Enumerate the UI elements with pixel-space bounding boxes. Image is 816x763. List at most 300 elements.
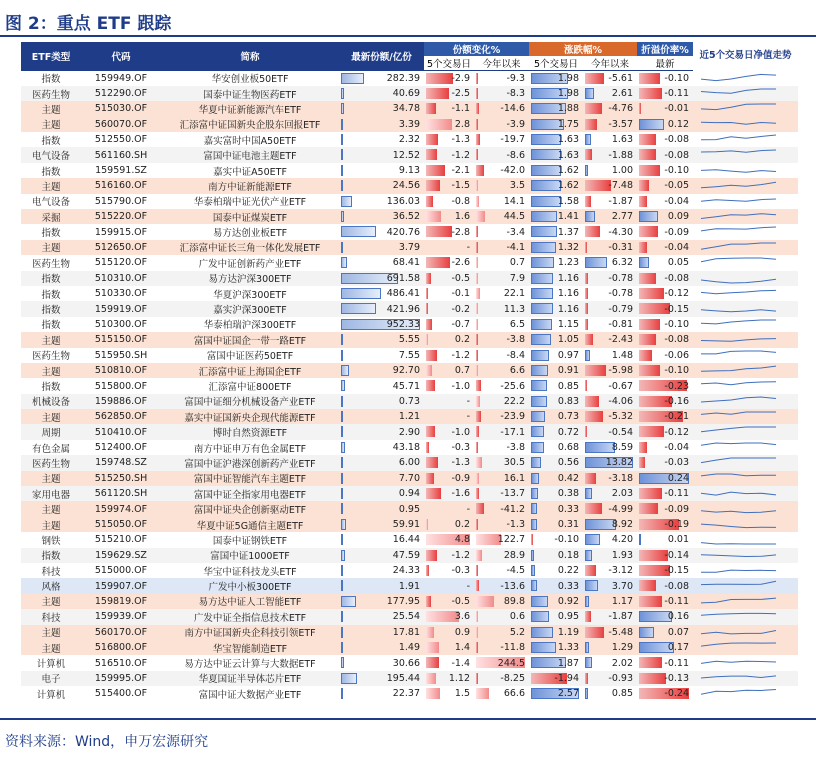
cell-share_5d xyxy=(424,286,474,301)
cell-code: 515030.OF xyxy=(94,103,148,115)
value-shares: 0.73 xyxy=(398,395,420,407)
value-ret_5d: 1.16 xyxy=(557,272,579,284)
bar-ret_ytd xyxy=(585,211,595,222)
value-ret_5d: 1.63 xyxy=(557,134,579,146)
value-share_ytd: -3.8 xyxy=(506,442,525,454)
value-share_5d: -1.5 xyxy=(451,180,470,192)
cell-premium xyxy=(637,640,693,655)
cell-share_ytd xyxy=(474,563,529,578)
cell-premium xyxy=(637,686,693,701)
bar-ret_ytd xyxy=(585,119,597,130)
cell-premium xyxy=(637,455,693,470)
trend-sparkline xyxy=(701,364,781,377)
bar-share_5d xyxy=(426,134,438,145)
value-share_ytd: -8.6 xyxy=(506,149,525,161)
bar-share_5d xyxy=(426,550,437,561)
trend-sparkline xyxy=(701,164,781,177)
cell-share_5d xyxy=(424,548,474,563)
bar-premium xyxy=(639,426,664,437)
trend-sparkline xyxy=(701,626,781,639)
bar-share_5d xyxy=(426,211,441,222)
table-row xyxy=(21,363,798,378)
cell-name: 易方达中证云计算与大数据ETF xyxy=(184,659,316,671)
cell-trend xyxy=(693,548,798,563)
header-code: 代码 xyxy=(81,42,161,71)
value-share_ytd: 7.9 xyxy=(509,272,525,284)
bar-premium xyxy=(639,196,647,207)
bar-share_ytd xyxy=(476,303,478,314)
trend-sparkline xyxy=(701,72,781,85)
cell-code: 515400.OF xyxy=(94,688,148,700)
cell-ret_ytd xyxy=(583,548,637,563)
cell-type: 指数 xyxy=(41,274,61,286)
cell-name: 国泰中证煤炭ETF xyxy=(212,212,288,224)
value-share_5d: -0.8 xyxy=(451,195,470,207)
value-share_5d: -2.1 xyxy=(451,165,470,177)
bar-share_5d xyxy=(426,149,437,160)
value-ret_5d: 0.33 xyxy=(557,580,579,592)
cell-name: 广发中小板300ETF xyxy=(208,582,292,594)
value-ret_ytd: -3.12 xyxy=(608,565,633,577)
trend-sparkline xyxy=(701,441,781,454)
bar-share_5d xyxy=(426,226,452,237)
table-row xyxy=(21,578,798,593)
cell-premium xyxy=(637,517,693,532)
bar-shares xyxy=(341,149,343,160)
cell-trend xyxy=(693,671,798,686)
cell-shares xyxy=(339,578,424,593)
trend-line xyxy=(701,554,776,556)
value-premium: -0.06 xyxy=(664,349,689,361)
cell-type: 主题 xyxy=(41,243,61,255)
value-ret_5d: 1.05 xyxy=(557,334,579,346)
value-premium: -0.12 xyxy=(664,426,689,438)
cell-code: 159907.OF xyxy=(94,580,148,592)
bar-share_5d xyxy=(426,88,449,99)
cell-premium xyxy=(637,563,693,578)
bar-shares xyxy=(341,519,346,530)
bar-ret_ytd xyxy=(585,334,593,345)
value-shares: 282.39 xyxy=(386,72,420,84)
value-premium: -0.08 xyxy=(664,272,689,284)
cell-name: 南方中证申万有色金属ETF xyxy=(193,443,307,455)
bar-shares xyxy=(341,226,376,237)
value-ret_ytd: -5.48 xyxy=(608,626,633,638)
cell-ret_ytd xyxy=(583,625,637,640)
cell-share_ytd xyxy=(474,209,529,224)
cell-name: 南方中证新能源ETF xyxy=(208,181,292,193)
bar-share_ytd xyxy=(476,642,478,653)
cell-trend xyxy=(693,609,798,624)
cell-shares xyxy=(339,409,424,424)
bar-share_5d xyxy=(426,627,434,638)
value-share_5d: -1.0 xyxy=(451,426,470,438)
trend-sparkline xyxy=(701,610,781,623)
value-shares: 30.66 xyxy=(392,657,420,669)
bar-ret_ytd xyxy=(585,688,588,699)
table-row xyxy=(21,348,798,363)
trend-sparkline xyxy=(701,241,781,254)
table-row xyxy=(21,178,798,193)
header-return: 涨跌幅% xyxy=(529,42,637,56)
header-trend: 近5个交易日净值走势 xyxy=(693,42,798,71)
value-share_5d: - xyxy=(466,241,470,253)
value-ret_5d: 0.31 xyxy=(557,519,579,531)
cell-share_ytd xyxy=(474,625,529,640)
bar-share_ytd xyxy=(476,119,478,130)
value-ret_5d: 0.42 xyxy=(557,472,579,484)
bar-shares xyxy=(341,257,347,268)
cell-shares xyxy=(339,178,424,193)
cell-type: 科技 xyxy=(41,566,61,578)
cell-type: 医药生物 xyxy=(31,351,70,363)
value-shares: 25.54 xyxy=(392,611,420,623)
trend-sparkline xyxy=(701,302,781,315)
bar-shares xyxy=(341,350,343,361)
value-share_5d: 0.2 xyxy=(454,519,470,531)
bar-share_5d xyxy=(426,488,441,499)
bar-premium xyxy=(639,627,654,638)
cell-ret_ytd xyxy=(583,163,637,178)
bar-ret_5d xyxy=(531,534,533,545)
cell-code: 159939.OF xyxy=(94,611,148,623)
trend-sparkline xyxy=(701,672,781,685)
cell-share_5d xyxy=(424,178,474,193)
trend-sparkline xyxy=(701,518,781,531)
cell-name: 国泰中证钢铁ETF xyxy=(212,535,288,547)
bar-share_ytd xyxy=(476,580,479,591)
bar-shares xyxy=(341,488,343,499)
bar-ret_5d xyxy=(531,180,561,191)
cell-shares xyxy=(339,224,424,239)
cell-ret_ytd xyxy=(583,86,637,101)
bar-premium xyxy=(639,103,641,114)
bar-ret_5d xyxy=(531,627,553,638)
cell-share_5d xyxy=(424,517,474,532)
table-row xyxy=(21,71,798,86)
cell-type: 主题 xyxy=(41,366,61,378)
value-shares: 420.76 xyxy=(386,226,420,238)
cell-name: 富国中证1000ETF xyxy=(210,551,290,563)
bar-shares xyxy=(341,380,345,391)
cell-ret_ytd xyxy=(583,194,637,209)
table-row xyxy=(21,409,798,424)
table-row xyxy=(21,209,798,224)
bar-shares xyxy=(341,365,349,376)
value-ret_5d: 0.18 xyxy=(557,549,579,561)
cell-share_ytd xyxy=(474,594,529,609)
bar-ret_ytd xyxy=(585,396,599,407)
cell-share_5d xyxy=(424,578,474,593)
trend-sparkline xyxy=(701,133,781,146)
cell-shares xyxy=(339,271,424,286)
cell-type: 指数 xyxy=(41,289,61,301)
trend-line xyxy=(701,474,776,476)
value-shares: 2.90 xyxy=(398,426,420,438)
bar-shares xyxy=(341,88,344,99)
trend-sparkline xyxy=(701,579,781,592)
cell-shares xyxy=(339,332,424,347)
bar-premium xyxy=(639,657,662,668)
cell-name: 华宝中证科技龙头ETF xyxy=(203,566,297,578)
cell-share_ytd xyxy=(474,348,529,363)
cell-name: 华夏沪深300ETF xyxy=(213,289,287,301)
value-ret_ytd: -5.32 xyxy=(608,411,633,423)
table-row xyxy=(21,301,798,316)
value-share_5d: -1.2 xyxy=(451,349,470,361)
trend-sparkline xyxy=(701,425,781,438)
cell-shares xyxy=(339,194,424,209)
cell-ret_5d xyxy=(529,317,583,332)
bar-ret_ytd xyxy=(585,657,592,668)
cell-shares xyxy=(339,240,424,255)
cell-type: 科技 xyxy=(41,612,61,624)
bar-shares xyxy=(341,165,343,176)
cell-premium xyxy=(637,440,693,455)
value-ret_ytd: -0.81 xyxy=(608,318,633,330)
bar-ret_5d xyxy=(531,442,544,453)
trend-sparkline xyxy=(701,148,781,161)
cell-ret_ytd xyxy=(583,71,637,86)
bar-share_5d xyxy=(426,426,435,437)
bar-premium xyxy=(639,673,666,684)
table-row xyxy=(21,240,798,255)
trend-line xyxy=(701,351,776,354)
cell-shares xyxy=(339,132,424,147)
cell-trend xyxy=(693,409,798,424)
value-shares: 1.21 xyxy=(398,411,420,423)
cell-code: 515220.OF xyxy=(94,211,148,223)
cell-share_ytd xyxy=(474,240,529,255)
cell-type: 钢铁 xyxy=(41,535,61,547)
value-premium: -0.11 xyxy=(664,488,689,500)
value-share_ytd: -13.7 xyxy=(500,488,525,500)
bar-share_ytd xyxy=(476,319,478,330)
trend-sparkline xyxy=(701,656,781,669)
value-premium: -0.05 xyxy=(664,180,689,192)
cell-name: 华泰柏瑞中证光伏产业ETF xyxy=(193,197,307,209)
bar-ret_ytd xyxy=(585,257,607,268)
cell-shares xyxy=(339,640,424,655)
value-ret_ytd: 2.61 xyxy=(611,88,633,100)
bar-share_ytd xyxy=(476,473,479,484)
cell-share_ytd xyxy=(474,686,529,701)
bar-share_ytd xyxy=(476,196,479,207)
cell-code: 515250.SH xyxy=(94,472,148,484)
cell-code: 560170.OF xyxy=(94,626,148,638)
bar-share_5d xyxy=(426,257,450,268)
cell-code: 561160.SH xyxy=(94,149,148,161)
bar-ret_5d xyxy=(531,288,553,299)
cell-premium xyxy=(637,286,693,301)
bar-ret_ytd xyxy=(585,642,589,653)
value-share_ytd: 244.5 xyxy=(497,657,525,669)
table-row xyxy=(21,317,798,332)
table-row xyxy=(21,671,798,686)
bar-premium xyxy=(639,165,660,176)
bar-ret_ytd xyxy=(585,196,591,207)
value-premium: -0.04 xyxy=(664,442,689,454)
table-row xyxy=(21,455,798,470)
cell-share_5d xyxy=(424,86,474,101)
cell-ret_ytd xyxy=(583,455,637,470)
table-row xyxy=(21,424,798,439)
value-premium: -0.09 xyxy=(664,503,689,515)
table-row xyxy=(21,332,798,347)
cell-share_ytd xyxy=(474,486,529,501)
table-row xyxy=(21,563,798,578)
cell-type: 指数 xyxy=(41,228,61,240)
table-row xyxy=(21,255,798,270)
cell-ret_5d xyxy=(529,101,583,116)
bar-premium xyxy=(639,180,649,191)
cell-premium xyxy=(637,594,693,609)
bar-premium xyxy=(639,257,649,268)
cell-ret_5d xyxy=(529,501,583,516)
value-share_ytd: 6.5 xyxy=(509,318,525,330)
value-share_ytd: -13.6 xyxy=(500,580,525,592)
cell-code: 561120.SH xyxy=(94,488,148,500)
value-ret_ytd: -0.78 xyxy=(608,272,633,284)
value-ret_5d: 1.41 xyxy=(557,211,579,223)
cell-trend xyxy=(693,86,798,101)
value-share_ytd: -3.8 xyxy=(506,334,525,346)
cell-ret_ytd xyxy=(583,686,637,701)
cell-shares xyxy=(339,655,424,670)
cell-share_ytd xyxy=(474,532,529,547)
bar-share_5d xyxy=(426,673,436,684)
cell-ret_5d xyxy=(529,471,583,486)
value-share_5d: -1.2 xyxy=(451,549,470,561)
bar-premium xyxy=(639,596,662,607)
bar-share_ytd xyxy=(476,165,484,176)
bar-share_5d xyxy=(426,119,452,130)
cell-type: 医药生物 xyxy=(31,258,70,270)
value-ret_5d: 0.83 xyxy=(557,395,579,407)
cell-share_ytd xyxy=(474,301,529,316)
bar-ret_ytd xyxy=(585,550,592,561)
value-ret_5d: 2.57 xyxy=(557,688,579,700)
cell-premium xyxy=(637,271,693,286)
bar-share_ytd xyxy=(476,442,478,453)
table-row xyxy=(21,147,798,162)
bar-share_5d xyxy=(426,103,436,114)
value-share_ytd: 66.6 xyxy=(503,688,525,700)
table-row xyxy=(21,625,798,640)
cell-ret_5d xyxy=(529,224,583,239)
cell-share_ytd xyxy=(474,671,529,686)
trend-line xyxy=(701,511,776,513)
value-share_ytd: 22.1 xyxy=(503,288,525,300)
cell-name: 华夏国证半导体芯片ETF xyxy=(198,674,302,686)
bar-share_5d xyxy=(426,273,431,284)
bar-ret_ytd xyxy=(585,303,588,314)
cell-ret_5d xyxy=(529,332,583,347)
cell-name: 易方达中证人工智能ETF xyxy=(198,597,302,609)
cell-trend xyxy=(693,71,798,86)
cell-shares xyxy=(339,209,424,224)
trend-line xyxy=(701,614,776,616)
cell-share_5d xyxy=(424,609,474,624)
cell-shares xyxy=(339,455,424,470)
cell-code: 515800.OF xyxy=(94,380,148,392)
cell-trend xyxy=(693,255,798,270)
cell-type: 主题 xyxy=(41,104,61,116)
cell-name: 富国中证大数据产业ETF xyxy=(198,689,302,701)
value-share_5d: - xyxy=(466,395,470,407)
bar-ret_ytd xyxy=(585,611,591,622)
cell-premium xyxy=(637,471,693,486)
cell-share_5d xyxy=(424,209,474,224)
cell-code: 515950.SH xyxy=(94,349,148,361)
trend-sparkline xyxy=(701,641,781,654)
cell-share_ytd xyxy=(474,271,529,286)
value-share_5d: -2.6 xyxy=(451,257,470,269)
value-ret_ytd: 1.63 xyxy=(611,134,633,146)
bar-share_5d xyxy=(426,657,439,668)
value-ret_ytd: -5.98 xyxy=(608,365,633,377)
cell-premium xyxy=(637,132,693,147)
cell-share_ytd xyxy=(474,178,529,193)
cell-code: 159949.OF xyxy=(94,72,148,84)
cell-code: 510810.OF xyxy=(94,365,148,377)
bar-shares xyxy=(341,334,343,345)
cell-name: 南方中证国新央企科技引领ETF xyxy=(184,628,316,640)
cell-code: 159629.SZ xyxy=(95,549,147,561)
value-share_ytd: -42.0 xyxy=(500,165,525,177)
value-ret_5d: 1.16 xyxy=(557,288,579,300)
cell-premium xyxy=(637,655,693,670)
cell-share_5d xyxy=(424,301,474,316)
cell-name: 富国中证沪港深创新药产业ETF xyxy=(184,458,316,470)
bar-premium xyxy=(639,149,656,160)
value-ret_5d: -1.94 xyxy=(554,672,579,684)
cell-name: 国泰中证生物医药ETF xyxy=(203,89,297,101)
cell-name: 富国中证智能汽车主题ETF xyxy=(193,474,307,486)
value-ret_ytd: -2.43 xyxy=(608,334,633,346)
value-shares: 691.58 xyxy=(386,272,420,284)
table-row xyxy=(21,548,798,563)
bar-ret_5d xyxy=(531,488,538,499)
bar-share_ytd xyxy=(476,365,478,376)
value-ret_ytd: 6.32 xyxy=(611,257,633,269)
cell-ret_5d xyxy=(529,532,583,547)
cell-share_5d xyxy=(424,394,474,409)
bar-ret_5d xyxy=(531,149,561,160)
value-shares: 22.37 xyxy=(392,688,420,700)
bar-share_ytd xyxy=(476,226,478,237)
cell-ret_ytd xyxy=(583,409,637,424)
cell-ret_5d xyxy=(529,209,583,224)
value-premium: -0.15 xyxy=(664,303,689,315)
value-shares: 24.56 xyxy=(392,180,420,192)
table-row xyxy=(21,609,798,624)
cell-trend xyxy=(693,563,798,578)
bar-share_5d xyxy=(426,519,428,530)
bar-shares xyxy=(341,119,343,130)
cell-ret_5d xyxy=(529,640,583,655)
cell-name: 华夏中证5G通信主题ETF xyxy=(196,520,304,532)
cell-share_ytd xyxy=(474,317,529,332)
cell-share_5d xyxy=(424,409,474,424)
cell-code: 159886.OF xyxy=(94,395,148,407)
value-ret_ytd: 2.03 xyxy=(611,488,633,500)
bar-ret_ytd xyxy=(585,365,606,376)
bar-share_ytd xyxy=(476,257,478,268)
cell-shares xyxy=(339,563,424,578)
bar-share_ytd xyxy=(476,273,478,284)
cell-share_5d xyxy=(424,563,474,578)
